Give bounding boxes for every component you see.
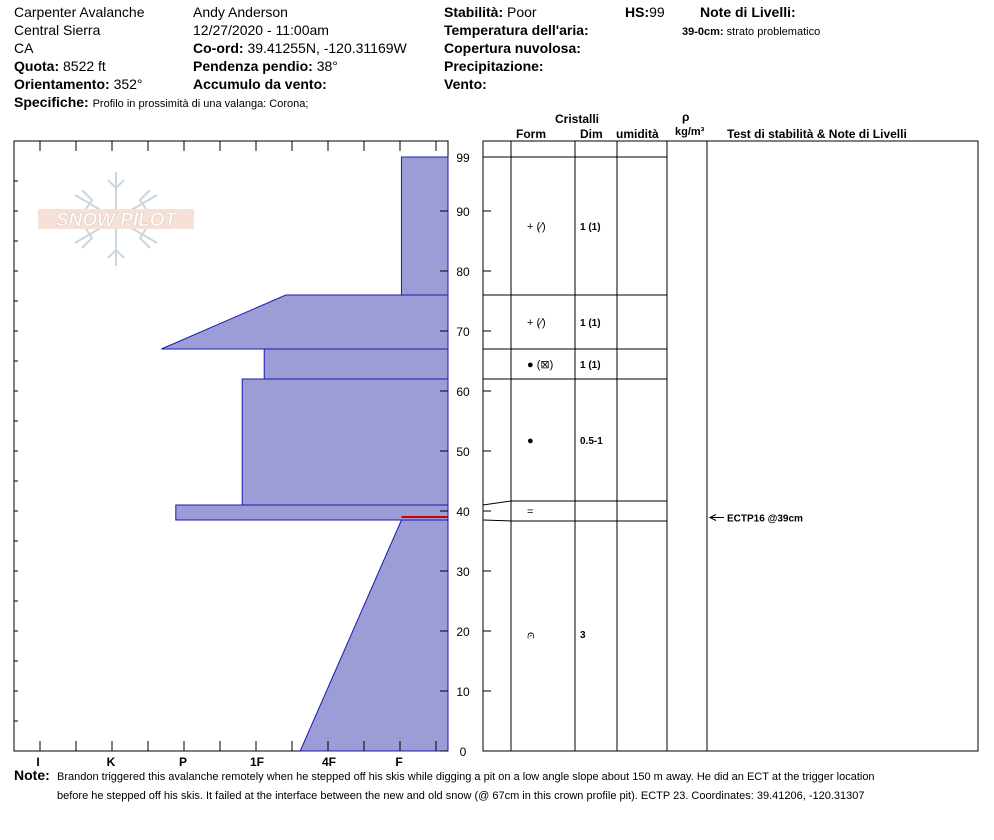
- grain-form-4: ●: [527, 435, 534, 448]
- hardness-tick-label: 1F: [249, 755, 265, 769]
- height-tick-label: 50: [456, 445, 470, 459]
- grain-form-5: =: [527, 506, 534, 518]
- grain-form-3: ● (⊠): [527, 359, 554, 371]
- specifics-value: Profilo in prossimità di una valanga: Corona;: [92, 98, 309, 110]
- location-name: Carpenter Avalanche: [14, 4, 145, 20]
- stability-label: Stabilità:: [444, 4, 504, 20]
- hardness-layer-2: [161, 295, 448, 349]
- location-state: CA: [14, 40, 34, 56]
- aspect-value: 352°: [113, 76, 143, 92]
- grain-form-2: + (⁄): [527, 317, 546, 329]
- note-line-2: before he stepped off his skis. It failed at the interface between the new and old snow (@ 67cm in this crown profile pit). ECTP 23. Coordinates: 39.41206, -120.31307: [57, 790, 865, 802]
- elevation-value: 8522 ft: [63, 58, 106, 74]
- note: [14, 766, 50, 784]
- wind-label: Vento:: [444, 76, 487, 92]
- hardness-tick-label: K: [106, 755, 116, 769]
- height-tick-label: 99: [456, 151, 470, 165]
- slope-angle-label: Pendenza pendio:: [193, 58, 313, 74]
- specifics-label: Specifiche:: [14, 94, 89, 110]
- humidity-header: umidità: [616, 127, 659, 141]
- aspect-label: Orientamento:: [14, 76, 110, 92]
- hardness-tick-label: I: [36, 755, 40, 769]
- note-label: Note:: [14, 767, 50, 783]
- layer-note-text: strato problematico: [726, 26, 821, 38]
- dim-header: Dim: [580, 127, 603, 141]
- grain-size-2: 1 (1): [580, 318, 601, 329]
- grain-size-4: 0.5-1: [580, 436, 603, 448]
- air-temperature-label: Temperatura dell'aria:: [444, 22, 589, 38]
- cloud-cover-label: Copertura nuvolosa:: [444, 40, 581, 56]
- hardness-layer-3: [264, 349, 448, 379]
- layer-notes-label: Note di Livelli:: [700, 4, 796, 20]
- logo-text: SNOW PILOT: [55, 210, 177, 231]
- stability-value: Poor: [507, 4, 537, 20]
- grain-form-1: + (⁄): [527, 221, 546, 233]
- stability-test-marker: [710, 514, 803, 525]
- layer-note-range: 39-0cm:: [682, 26, 724, 38]
- layers-table-frame: [483, 141, 978, 751]
- hardness-layer-4: [242, 379, 448, 505]
- density-symbol: ρ: [682, 110, 690, 124]
- coordinates-value: 39.41255N, -120.31169W: [247, 40, 407, 56]
- snowpilot-logo: [38, 172, 194, 266]
- wind-loading-label: Accumulo da vento:: [193, 76, 327, 92]
- height-tick-label: 60: [456, 385, 470, 399]
- hardness-layer-1: [401, 157, 448, 295]
- stability-notes-header: Test di stabilità & Note di Livelli: [727, 127, 907, 141]
- crystals-header: Cristalli: [555, 112, 600, 126]
- hardness-layer-6: [300, 520, 448, 751]
- height-tick-label: 30: [456, 565, 470, 579]
- elevation-label: Quota:: [14, 58, 60, 74]
- observer-name: Andy Anderson: [193, 4, 288, 20]
- hardness-tick-label: 4F: [321, 755, 337, 769]
- hardness-profile: [161, 157, 448, 751]
- location-range: Central Sierra: [14, 22, 101, 38]
- grain-size-1: 1 (1): [580, 222, 601, 233]
- form-header: Form: [516, 127, 546, 141]
- test-label: ECTP16 @39cm: [727, 513, 803, 525]
- table-cells: [527, 221, 603, 641]
- grain-size-3: 1 (1): [580, 360, 601, 371]
- height-tick-label: 80: [456, 265, 470, 279]
- note-line-1: Brandon triggered this avalanche remotely when he stepped off his skis while digging a pit on a low angle slope about 150 m away. He did an ECT at the trigger location: [57, 771, 875, 783]
- grain-form-6: ⩀: [527, 629, 535, 641]
- height-tick-label: 70: [456, 325, 470, 339]
- hardness-tick-label: P: [178, 755, 188, 769]
- hardness-tick-label: F: [395, 755, 403, 769]
- coordinates-label: Co-ord:: [193, 40, 244, 56]
- precipitation-label: Precipitazione:: [444, 58, 544, 74]
- snow-height-label: HS:: [625, 4, 650, 20]
- height-tick-label: 40: [456, 505, 470, 519]
- height-tick-label: 90: [456, 205, 470, 219]
- slope-angle-value: 38°: [316, 58, 338, 74]
- snow-height-value: 99: [649, 4, 665, 20]
- height-tick-label: 20: [456, 625, 470, 639]
- grain-size-6: 3: [580, 630, 586, 641]
- height-tick-label: 0: [459, 745, 467, 759]
- observation-datetime: 12/27/2020 - 11:00am: [193, 22, 329, 38]
- density-unit: kg/m³: [675, 126, 705, 138]
- height-tick-label: 10: [456, 685, 470, 699]
